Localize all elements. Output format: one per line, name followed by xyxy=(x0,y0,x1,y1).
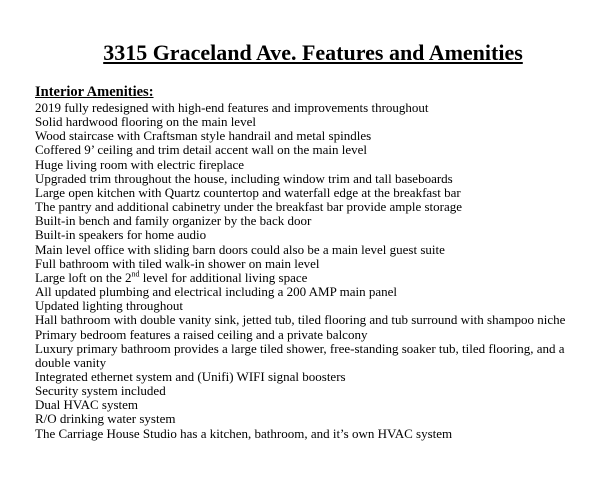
loft-text-before: Large loft on the 2 xyxy=(35,269,132,285)
list-item: Solid hardwood flooring on the main level xyxy=(35,114,256,130)
list-item: R/O drinking water system xyxy=(35,411,176,427)
amenities-list xyxy=(35,101,580,441)
list-item: Dual HVAC system xyxy=(35,397,139,413)
list-item: Full bathroom with tiled walk-in shower on main level xyxy=(35,255,320,271)
list-item: The pantry and additional cabinetry under the breakfast bar provide ample storage xyxy=(35,199,463,215)
amenities-section xyxy=(35,84,580,441)
list-item: Upgraded trim throughout the house, including window trim and tall baseboards xyxy=(35,170,453,186)
list-item: Huge living room with electric fireplace xyxy=(35,156,245,172)
list-item: Coffered 9’ ceiling and trim detail accent wall on the main level xyxy=(35,142,367,158)
list-item: Built-in speakers for home audio xyxy=(35,227,207,243)
list-item: All updated plumbing and electrical including a 200 AMP main panel xyxy=(35,284,397,300)
ordinal-suffix: nd xyxy=(131,269,140,279)
document-title: 3315 Graceland Ave. Features and Amenities xyxy=(103,40,523,65)
list-item: Security system included xyxy=(35,383,166,399)
list-item: The Carriage House Studio has a kitchen, bathroom, and it’s own HVAC system xyxy=(35,425,453,441)
list-item: Hall bathroom with double vanity sink, jetted tub, tiled flooring and tub surround with shampoo niche xyxy=(35,312,566,328)
list-item: Luxury primary bathroom provides a large tiled shower, free-standing soaker tub, tiled flooring, and a double vanity xyxy=(35,340,565,370)
list-item: Wood staircase with Craftsman style handrail and metal spindles xyxy=(35,128,372,144)
section-heading: Interior Amenities: xyxy=(35,84,154,100)
list-item: Main level office with sliding barn doors could also be a main level guest suite xyxy=(35,241,445,257)
list-item: Built-in bench and family organizer by the back door xyxy=(35,213,312,229)
loft-text-after: level for additional living space xyxy=(139,269,308,285)
list-item: Integrated ethernet system and (Unifi) WIFI signal boosters xyxy=(35,368,346,384)
list-item: Primary bedroom features a raised ceiling and a private balcony xyxy=(35,326,368,342)
list-item: 2019 fully redesigned with high-end features and improvements throughout xyxy=(35,100,429,115)
list-item: Updated lighting throughout xyxy=(35,298,184,314)
list-item: Large open kitchen with Quartz countertop and waterfall edge at the breakfast bar xyxy=(35,184,461,200)
list-item-loft xyxy=(35,271,580,285)
